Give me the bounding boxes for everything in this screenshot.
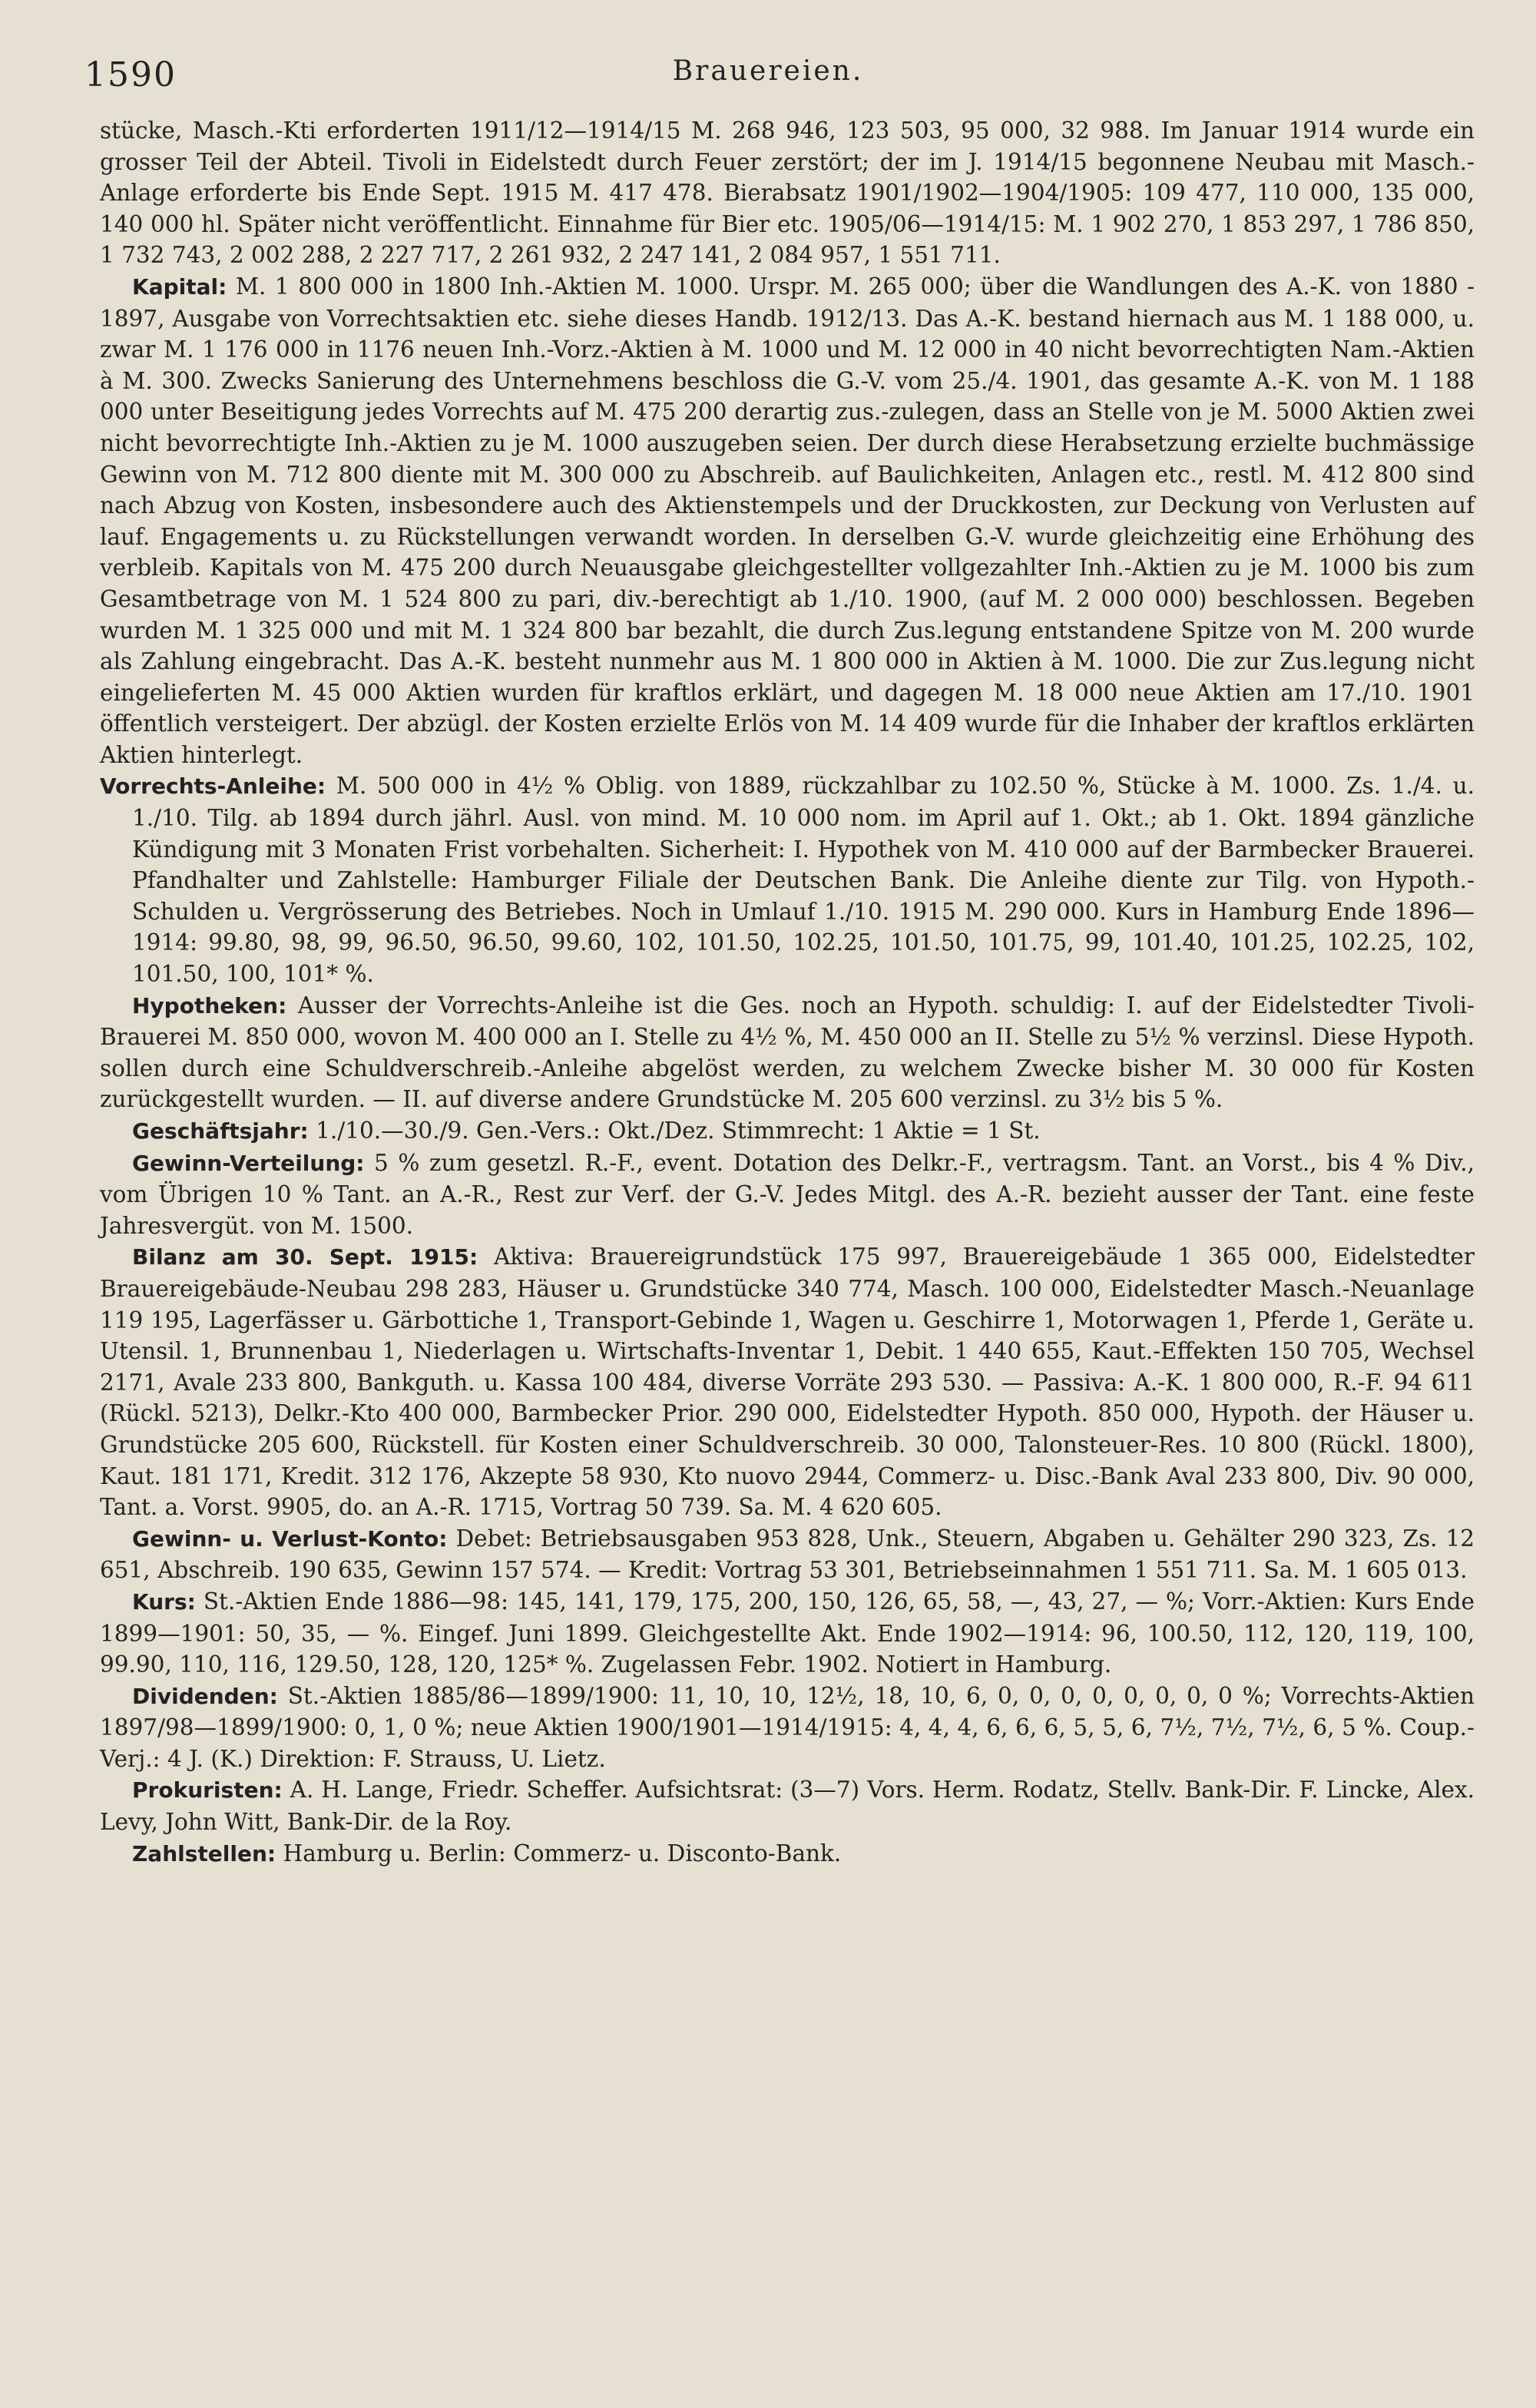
paragraph-text: Aktiva: Brauereigrundstück 175 997, Brauereigebäude 1 365 000, Eidelstedter Brauereigebäude-Neubau 298 283, Häuser u. Grundstücke 340 774, Masch. 100 000, Eidelstedter Masch.-Neuanlage 119 195, Lagerfässer u. Gärbottiche 1, Transport-Gebinde 1, Wagen u. Geschirre 1, Motorwagen 1, Pferde 1, Geräte u. Utensil. 1, Brunnenbau 1, Niederlagen u. Wirtschafts-Inventar 1, Debit. 1 440 655, Kaut.-Effekten 150 705, Wechsel 2171, Avale 233 800, Bankguth. u. Kassa 100 484, diverse Vorräte 293 530. — Passiva: A.-K. 1 800 000, R.-F. 94 611 (Rückl. 5213), Delkr.-Kto 400 000, Barmbecker Prior. 290 000, Eidelstedter Hypoth. 850 000, Hypoth. der Häuser u. Grundstücke 205 600, Rückstell. für Kosten einer Schuldverschreib. 30 000, Talonsteuer-Res. 10 800 (Rückl. 1800), Kaut. 181 171, Kredit. 312 176, Akzepte 58 930, Kto nuovo 2944, Commerz- u. Disc.-Bank Aval 233 800, Div. 90 000, Tant. a. Vorst. 9905, do. an A.-R. 1715, Vortrag 50 739. Sa. M. 4 620 605.	[100, 1244, 1475, 1521]
section-heading: Zahlstellen:	[132, 1840, 276, 1866]
section-heading: Dividenden:	[132, 1683, 278, 1709]
section-heading: Hypotheken:	[132, 992, 287, 1019]
section-heading: Gewinn- u. Verlust-Konto:	[132, 1525, 448, 1552]
page-number: 1590	[84, 55, 177, 94]
section-heading: Bilanz am 30. Sept. 1915:	[132, 1244, 478, 1270]
geschaeftsjahr-section	[100, 1115, 1475, 1148]
bilanz-section	[100, 1241, 1475, 1522]
paragraph-text: 5 % zum gesetzl. R.-F., event. Dotation des Delkr.-F., vertragsm. Tant. an Vorst., bis 4 % Div., vom Übrigen 10 % Tant. an A.-R., Rest zur Verf. der G.-V. Jedes Mitgl. des A.-R. bezieht ausser der Tant. eine feste Jahresvergüt. von M. 1500.	[100, 1149, 1475, 1239]
paragraph-text: M. 1 800 000 in 1800 Inh.-Aktien M. 1000. Urspr. M. 265 000; über die Wandlungen des A.-K. von 1880 - 1897, Ausgabe von Vorrechtsaktien etc. siehe dieses Handb. 1912/13. Das A.-K. bestand hiernach aus M. 1 188 000, u. zwar M. 1 176 000 in 1176 neuen Inh.-Vorz.-Aktien à M. 1000 und M. 12 000 in 40 nicht bevorrechtigten Nam.-Aktien à M. 300. Zwecks Sanierung des Unternehmens beschloss die G.-V. vom 25./4. 1901, das gesamte A.-K. von M. 1 188 000 unter Beseitigung jedes Vorrechts auf M. 475 200 derartig zus.-zulegen, dass an Stelle von je M. 5000 Aktien zwei nicht bevorrechtigte Inh.-Aktien zu je M. 1000 auszugeben seien. Der durch diese Herabsetzung erzielte buchmässige Gewinn von M. 712 800 diente mit M. 300 000 zu Abschreib. auf Baulichkeiten, Anlagen etc., restl. M. 412 800 sind nach Abzug von Kosten, insbesondere auch des Aktienstempels und der Druckkosten, zur Deckung von Verlusten auf lauf. Engagements u. zu Rückstellungen verwandt worden. In derselben G.-V. wurde gleichzeitig eine Erhöhung des verbleib. Kapitals von M. 475 200 durch Neuausgabe gleichgestellter vollgezahlter Inh.-Aktien zu je M. 1000 bis zum Gesamtbetrage von M. 1 524 800 zu pari, div.-berechtigt ab 1./10. 1900, (auf M. 2 000 000) beschlossen. Begeben wurden M. 1 325 000 und mit M. 1 324 800 bar bezahlt, die durch Zus.legung entstandene Spitze von M. 200 wurde als Zahlung eingebracht. Das A.-K. besteht nunmehr aus M. 1 800 000 in Aktien à M. 1000. Die zur Zus.legung nicht eingelieferten M. 45 000 Aktien wurden für kraftlos erklärt, und dagegen M. 18 000 neue Aktien am 17./10. 1901 öffentlich versteigert. Der abzügl. der Kosten erzielte Erlös von M. 14 409 wurde für die Inhaber der kraftlos erklärten Aktien hinterlegt.	[100, 273, 1475, 768]
running-title: Brauereien.	[672, 55, 864, 87]
article-body	[100, 115, 1475, 1870]
zahlstellen-section	[100, 1838, 1475, 1870]
intro-paragraph	[100, 115, 1475, 271]
paragraph-text: Hamburg u. Berlin: Commerz- u. Disconto-Bank.	[283, 1840, 842, 1866]
gewinn-verlust-section	[100, 1523, 1475, 1586]
paragraph-text: stücke, Masch.-Kti erforderten 1911/12—1914/15 M. 268 946, 123 503, 95 000, 32 988. Im Januar 1914 wurde ein grosser Teil der Abteil. Tivoli in Eidelstedt durch Feuer zerstört; der im J. 1914/15 begonnene Neubau mit Masch.-Anlage erforderte bis Ende Sept. 1915 M. 417 478. Bierabsatz 1901/1902—1904/1905: 109 477, 110 000, 135 000, 140 000 hl. Später nicht veröffentlicht. Einnahme für Bier etc. 1905/06—1914/15: M. 1 902 270, 1 853 297, 1 786 850, 1 732 743, 2 002 288, 2 227 717, 2 261 932, 2 247 141, 2 084 957, 1 551 711.	[100, 118, 1475, 269]
gewinn-verteilung-section	[100, 1148, 1475, 1242]
paragraph-text: M. 500 000 in 4½ % Oblig. von 1889, rückzahlbar zu 102.50 %, Stücke à M. 1000. Zs. 1./4. u. 1./10. Tilg. ab 1894 durch jährl. Ausl. von mind. M. 10 000 nom. im April auf 1. Okt.; ab 1. Okt. 1894 gänzliche Kündigung mit 3 Monaten Frist vorbehalten. Sicherheit: I. Hypothek von M. 410 000 auf der Barmbecker Brauerei. Pfandhalter und Zahlstelle: Hamburger Filiale der Deutschen Bank. Die Anleihe diente zur Tilg. von Hypoth.-Schulden u. Vergrösserung des Betriebes. Noch in Umlauf 1./10. 1915 M. 290 000. Kurs in Hamburg Ende 1896—1914: 99.80, 98, 99, 96.50, 96.50, 99.60, 102, 101.50, 102.25, 101.50, 101.75, 99, 101.40, 101.25, 102.25, 102, 101.50, 100, 101* %.	[132, 773, 1475, 988]
section-heading: Prokuristen:	[132, 1777, 283, 1804]
vorrechts-anleihe-section	[100, 770, 1475, 989]
section-heading: Vorrechts-Anleihe:	[100, 773, 326, 800]
prokuristen-section	[100, 1774, 1475, 1837]
section-heading: Kapital:	[132, 273, 227, 300]
paragraph-text: Debet: Betriebsausgaben 953 828, Unk., Steuern, Abgaben u. Gehälter 290 323, Zs. 12 651, Abschreib. 190 635, Gewinn 157 574. — Kredit: Vortrag 53 301, Betriebseinnahmen 1 551 711. Sa. M. 1 605 013.	[100, 1525, 1475, 1584]
paragraph-text: Ausser der Vorrechts-Anleihe ist die Ges. noch an Hypoth. schuldig: I. auf der Eidelstedter Tivoli-Brauerei M. 850 000, wovon M. 400 000 an I. Stelle zu 4½ %, M. 450 000 an II. Stelle zu 5½ % verzinsl. Diese Hypoth. sollen durch eine Schuldverschreib.-Anleihe abgelöst werden, zu welchem Zwecke bisher M. 30 000 für Kosten zurückgestellt wurden. — II. auf diverse andere Grundstücke M. 205 600 verzinsl. zu 3½ bis 5 %.	[100, 992, 1475, 1113]
kapital-section	[100, 271, 1475, 771]
dividenden-section	[100, 1681, 1475, 1775]
paragraph-text: A. H. Lange, Friedr. Scheffer. Aufsichtsrat: (3—7) Vors. Herm. Rodatz, Stellv. Bank-Dir. F. Lincke, Alex. Levy, John Witt, Bank-Dir. de la Roy.	[100, 1777, 1475, 1836]
paragraph-text: 1./10.—30./9. Gen.-Vers.: Okt./Dez. Stimmrecht: 1 Aktie = 1 St.	[316, 1118, 1041, 1144]
hypotheken-section	[100, 990, 1475, 1115]
section-heading: Kurs:	[132, 1588, 196, 1615]
page-header	[84, 55, 1452, 101]
section-heading: Geschäftsjahr:	[132, 1118, 309, 1144]
paragraph-text: St.-Aktien 1885/86—1899/1900: 11, 10, 10, 12½, 18, 10, 6, 0, 0, 0, 0, 0, 0, 0, 0 %; Vorrechts-Aktien 1897/98—1899/1900: 0, 1, 0 %; neue Aktien 1900/1901—1914/1915: 4, 4, 4, 6, 6, 6, 5, 5, 6, 7½, 7½, 7½, 6, 5 %. Coup.-Verj.: 4 J. (K.) Direktion: F. Strauss, U. Lietz.	[100, 1682, 1475, 1772]
kurs-section	[100, 1586, 1475, 1681]
section-heading: Gewinn-Verteilung:	[132, 1150, 365, 1176]
paragraph-text: St.-Aktien Ende 1886—98: 145, 141, 179, 175, 200, 150, 126, 65, 58, —, 43, 27, — %; Vorr.-Aktien: Kurs Ende 1899—1901: 50, 35, — %. Eingef. Juni 1899. Gleichgestellte Akt. Ende 1902—1914: 96, 100.50, 112, 120, 119, 100, 99.90, 110, 116, 129.50, 128, 120, 125* %. Zugelassen Febr. 1902. Notiert in Hamburg.	[100, 1588, 1475, 1678]
